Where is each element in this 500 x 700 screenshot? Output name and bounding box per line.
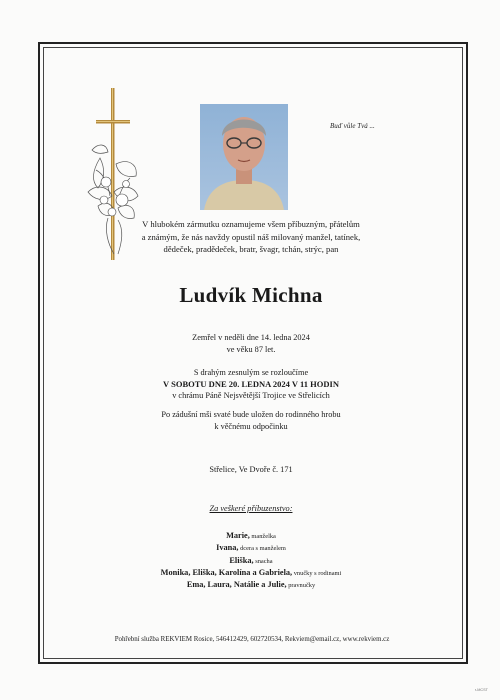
family-list [60,530,442,591]
intro-line: V hlubokém zármutku oznamujeme všem příbuzným, přátelům [142,219,360,229]
family-member [60,555,442,567]
funeral-info [60,367,442,402]
family-relation: vnučky s rodinami [292,569,342,577]
deceased-name: Ludvík Michna [179,283,323,307]
death-info [60,332,442,355]
family-title: Za veškeré příbuzenstvo: [209,504,293,513]
family-relation: manželka [249,533,276,540]
family-relation: snacha [253,557,273,565]
funeral-service-footer: Pohřební služba REKVIEM Rosice, 546412429, 602720534, Rekviem@email.cz, www.rekviem.cz [114,636,390,643]
family-member [60,579,442,591]
funeral-place: v chrámu Páně Nejsvětější Trojice ve Střelicích [172,391,330,400]
family-names: Monika, Eliška, Karolína a Gabriela, [160,567,293,577]
family-names: Ema, Laura, Natálie a Julie, [186,580,287,590]
burial-line: Po zádušní mši svaté bude uložen do rodinného hrobu [161,410,341,419]
family-relation: pravnučky [286,582,316,590]
portrait-photo [200,104,288,210]
print-mark: r-MCST [474,688,488,692]
family-member [60,567,442,579]
death-line: ve věku 87 let. [226,344,276,354]
motto-text: Buď vůle Tvá ... [330,122,375,130]
family-relation: dcera s manželem [238,545,286,553]
family-names: Ivana, [216,543,239,553]
death-line: Zemřel v neděli dne 14. ledna 2024 [192,333,310,342]
address: Střelice, Ve Dvoře č. 171 [209,465,293,474]
family-member [60,530,442,542]
funeral-datetime: V SOBOTU DNE 20. LEDNA 2024 V 11 HODIN [163,378,339,389]
burial-info [60,409,442,432]
burial-line: k věčnému odpočinku [214,421,288,431]
intro-line: dědeček, pradědeček, bratr, švagr, tchán, strýc, pan [163,244,339,254]
intro-line: a známým, že nás navždy opustil náš milovaný manžel, tatínek, [141,231,361,242]
funeral-intro: S drahým zesnulým se rozloučíme [193,368,309,377]
family-names: Eliška, [229,555,254,565]
family-member [60,542,442,554]
family-names: Marie, [226,531,250,540]
intro-paragraph [60,218,442,256]
